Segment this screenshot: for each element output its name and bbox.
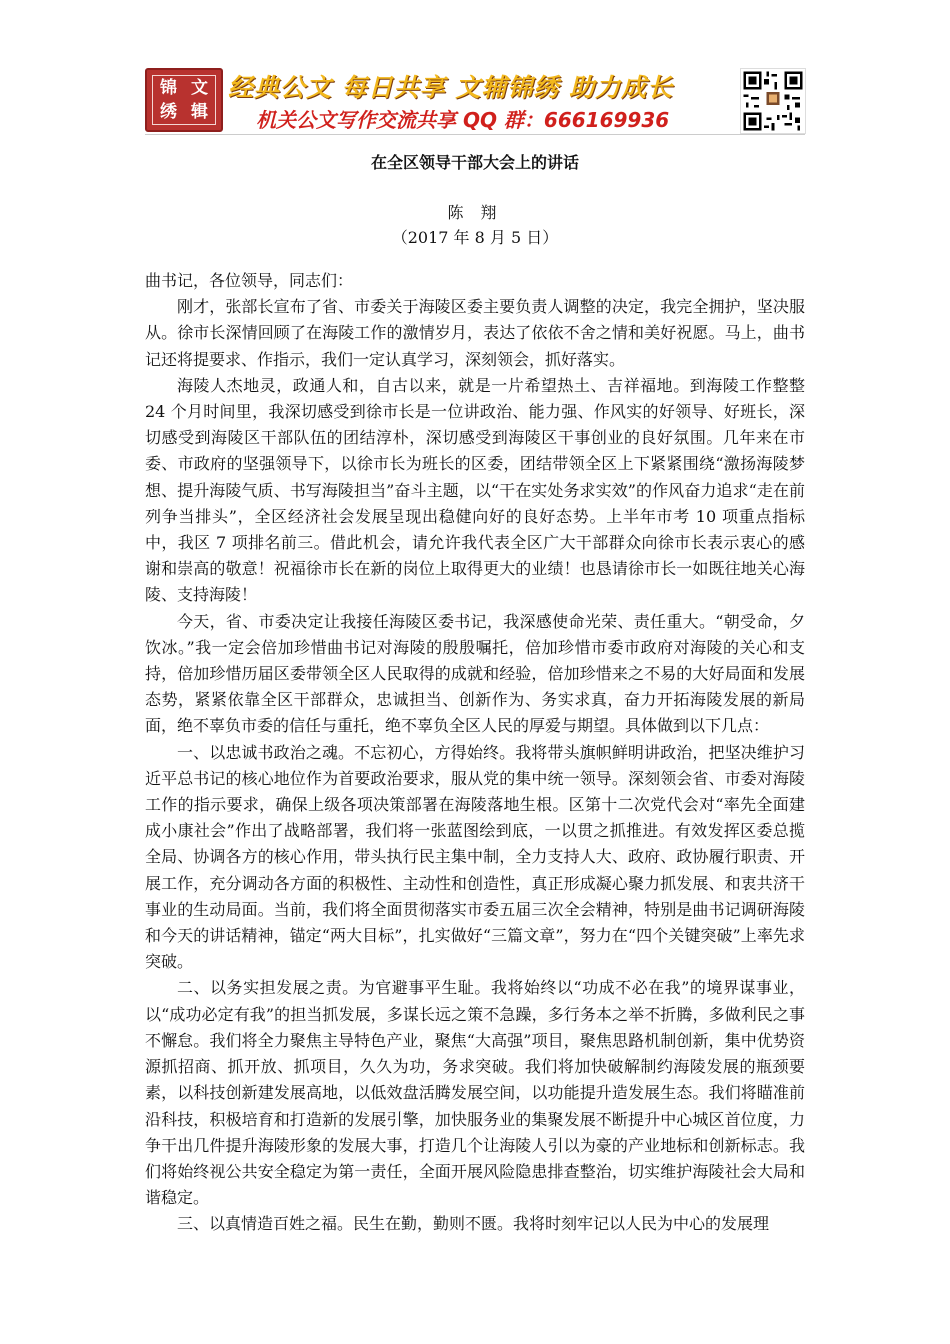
body-paragraph: 二、以务实担发展之责。为官避事平生耻。我将始终以“功成不必在我”的境界谋事业，以“成功必定有我”的担当抓发展，多谋长远之策不急躁，多行务本之举不折腾，多做利民之事不懈怠。我们将全力聚焦主导特色产业，聚焦“大高强”项目，聚焦思路机制创新，集中优势资源抓招商、抓开放、抓项目，久久为功，务求突破。我们将加快破解制约海陵发展的瓶颈要素，以科技创新建发展高地，以低效盘活腾发展空间，以功能提升造发展生态。我们将瞄准前沿科技，积极培育和打造新的发展引擎，加快服务业的集聚发展不断提升中心城区首位度，力争干出几件提升海陵形象的发展大事，打造几个让海陵人引以为豪的产业地标和创新标志。我们将始终视公共安全稳定为第一责任，全面开展风险隐患排查整治，切实维护海陵社会大局和谐稳定。 [145,978,805,1208]
document-title: 在全区领导干部大会上的讲话 [370,153,579,172]
body-paragraph: 刚才，张部长宣布了省、市委关于海陵区委主要负责人调整的决定，我完全拥护，坚决服从。徐市长深情回顾了在海陵工作的激情岁月，表达了依依不舍之情和美好祝愿。马上，曲书记还将提要求、作指示，我们一定认真学习，深刻领会，抓好落实。 [145,297,805,369]
qq-group-line: 机关公文写作交流共享 QQ 群：666169936 [256,108,670,132]
brand-seal-logo [145,68,223,132]
body-paragraph: 一、以忠诚书政治之魂。不忘初心，方得始终。我将带头旗帜鲜明讲政治，把坚决维护习近平总书记的核心地位作为首要政治要求，服从党的集中统一领导。深刻领会省、市委对海陵工作的指示要求，确保上级各项决策部署在海陵落地生根。区第十二次党代会对“率先全面建成小康社会”作出了战略部署，我们将一张蓝图绘到底，一以贯之抓推进。有效发挥区委总揽全局、协调各方的核心作用，带头执行民主集中制，全力支持人大、政府、政协履行职责、开展工作，充分调动各方面的积极性、主动性和创造性，真正形成凝心聚力抓发展、和衷共济干事业的生动局面。当前，我们将全面贯彻落实市委五届三次全会精神，特别是曲书记调研海陵和今天的讲话精神，锚定“两大目标”，扎实做好“三篇文章”，努力在“四个关键突破”上率先求突破。 [145,742,805,972]
qr-code-icon [740,68,806,134]
seal-char: 绣 [160,101,177,122]
header-banner [0,0,950,135]
seal-char: 锦 [160,77,177,98]
brand-seal-chars [152,75,216,125]
banner-slogan: 经典公文 每日共享 文辅锦绣 助力成长 [228,73,674,102]
body-paragraph: 三、以真情造百姓之福。民生在勤，勤则不匮。我将时刻牢记以人民为中心的发展理 [177,1214,770,1234]
body-paragraph: 海陵人杰地灵，政通人和，自古以来，就是一片希望热土、吉祥福地。到海陵工作整整 24 个月时间里，我深切感受到徐市长是一位讲政治、能力强、作风实的好领导、好班长，深切感受到海陵区干部队伍的团结淳朴，深切感受到海陵区干事创业的良好氛围。几年来在市委、市政府的坚强领导下，以徐市长为班长的区委，团结带领全区上下紧紧围绕“激扬海陵梦想、提升海陵气质、书写海陵担当”奋斗主题，以“干在实处务求实效”的作风奋力追求“走在前列争当排头”，全区经济社会发展呈现出稳健向好的良好态势。上半年市考 10 项重点指标中，我区 7 项排名前三。借此机会，请允许我代表全区广大干部群众向徐市长表示衷心的感谢和崇高的敬意！祝福徐市长在新的岗位上取得更大的业绩！也恳请徐市长一如既往地关心海陵、支持海陵！ [145,375,805,605]
seal-char: 辑 [191,101,208,122]
salutation: 曲书记，各位领导，同志们： [145,271,354,290]
seal-char: 文 [191,77,208,98]
document-author: 陈 翔 [447,203,503,222]
header-divider [145,134,805,135]
body-paragraph: 今天，省、市委决定让我接任海陵区委书记，我深感使命光荣、责任重大。“朝受命，夕饮冰。”我一定会倍加珍惜曲书记对海陵的殷殷嘱托，倍加珍惜市委市政府对海陵的关心和支持，倍加珍惜历届区委带领全区人民取得的成就和经验，倍加珍惜来之不易的大好局面和发展态势，紧紧依靠全区干部群众，忠诚担当、创新作为、务实求真，奋力开拓海陵发展的新局面，绝不辜负市委的信任与重托，绝不辜负全区人民的厚爱与期望。具体做到以下几点： [145,611,805,736]
document-date: （2017 年 8 月 5 日） [391,228,559,247]
document-body [145,268,805,1238]
